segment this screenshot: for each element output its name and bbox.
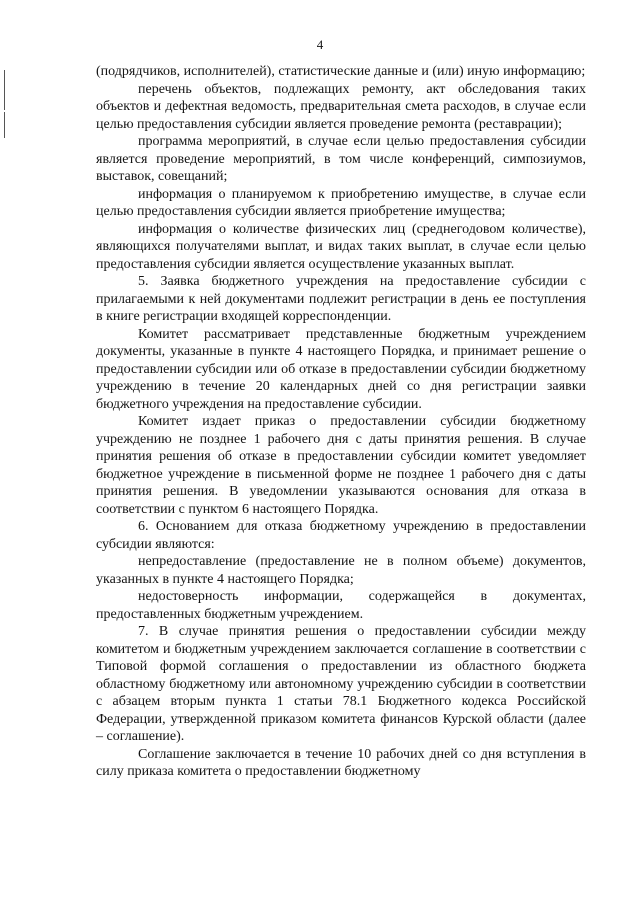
paragraph: (подрядчиков, исполнителей), статистические данные и (или) иную информацию; xyxy=(96,64,586,79)
paragraph: 7. В случае принятия решения о предоставлении субсидии между комитетом и бюджетным учреждением заключается соглашение в соответствии с Типовой формой соглашения о предоставлении из областного бюджета областному бюджетному или автономному учреждению субсидии в соответствии с абзацем вторым пункта 1 статьи 78.1 Бюджетного кодекса Российской Федерации, утвержденной приказом комитета финансов Курской области (далее – соглашение). xyxy=(96,624,586,744)
paragraph: 5. Заявка бюджетного учреждения на предоставление субсидии с прилагаемыми к ней документами подлежит регистрации в день ее поступления в книге регистрации входящей корреспонденции. xyxy=(96,274,586,324)
page-number: 4 xyxy=(316,37,324,52)
paragraph: Комитет рассматривает представленные бюджетным учреждением документы, указанные в пункте 4 настоящего Порядка, и принимает решение о предоставлении субсидии или об отказе в предоставлении субсидии бюджетному учреждению в течение 20 календарных дней со дня регистрации заявки бюджетного учреждения на предоставление субсидии. xyxy=(96,326,586,412)
binding-mark xyxy=(4,70,5,110)
binding-mark xyxy=(4,112,5,138)
paragraph: Комитет издает приказ о предоставлении субсидии бюджетному учреждению не позднее 1 рабочего дня с даты принятия решения. В случае принятия решения об отказе в предоставлении субсидии комитет уведомляет бюджетное учреждение в письменной форме не позднее 1 рабочего дня с даты принятия решения. В уведомлении указываются основания для отказа в соответствии с пунктом 6 настоящего Порядка. xyxy=(96,414,586,517)
paragraph: недостоверность информации, содержащейся в документах, предоставленных бюджетным учреждением. xyxy=(96,589,586,622)
paragraph: программа мероприятий, в случае если целью предоставления субсидии является проведение мероприятий, в том числе конференций, симпозиумов, выставок, совещаний; xyxy=(96,134,586,184)
paragraph: 6. Основанием для отказа бюджетному учреждению в предоставлении субсидии являются: xyxy=(96,519,586,552)
paragraph: Соглашение заключается в течение 10 рабочих дней со дня вступления в силу приказа комитета о предоставлении бюджетному xyxy=(96,746,586,779)
paragraph: информация о количестве физических лиц (среднегодовом количестве), являющихся получателями выплат, и видах таких выплат, в случае если целью предоставления субсидии является осуществление указанных выплат. xyxy=(96,221,586,272)
paragraph: перечень объектов, подлежащих ремонту, акт обследования таких объектов и дефектная ведомость, предварительная смета расходов, в случае если целью предоставления субсидии является проведение ремонта (реставрации); xyxy=(96,81,586,132)
paragraph: непредоставление (предоставление не в полном объеме) документов, указанных в пункте 4 настоящего Порядка; xyxy=(96,554,586,587)
paragraph: информация о планируемом к приобретению имуществе, в случае если целью предоставления субсидии является приобретение имущества; xyxy=(96,186,586,219)
document-body xyxy=(96,63,586,781)
